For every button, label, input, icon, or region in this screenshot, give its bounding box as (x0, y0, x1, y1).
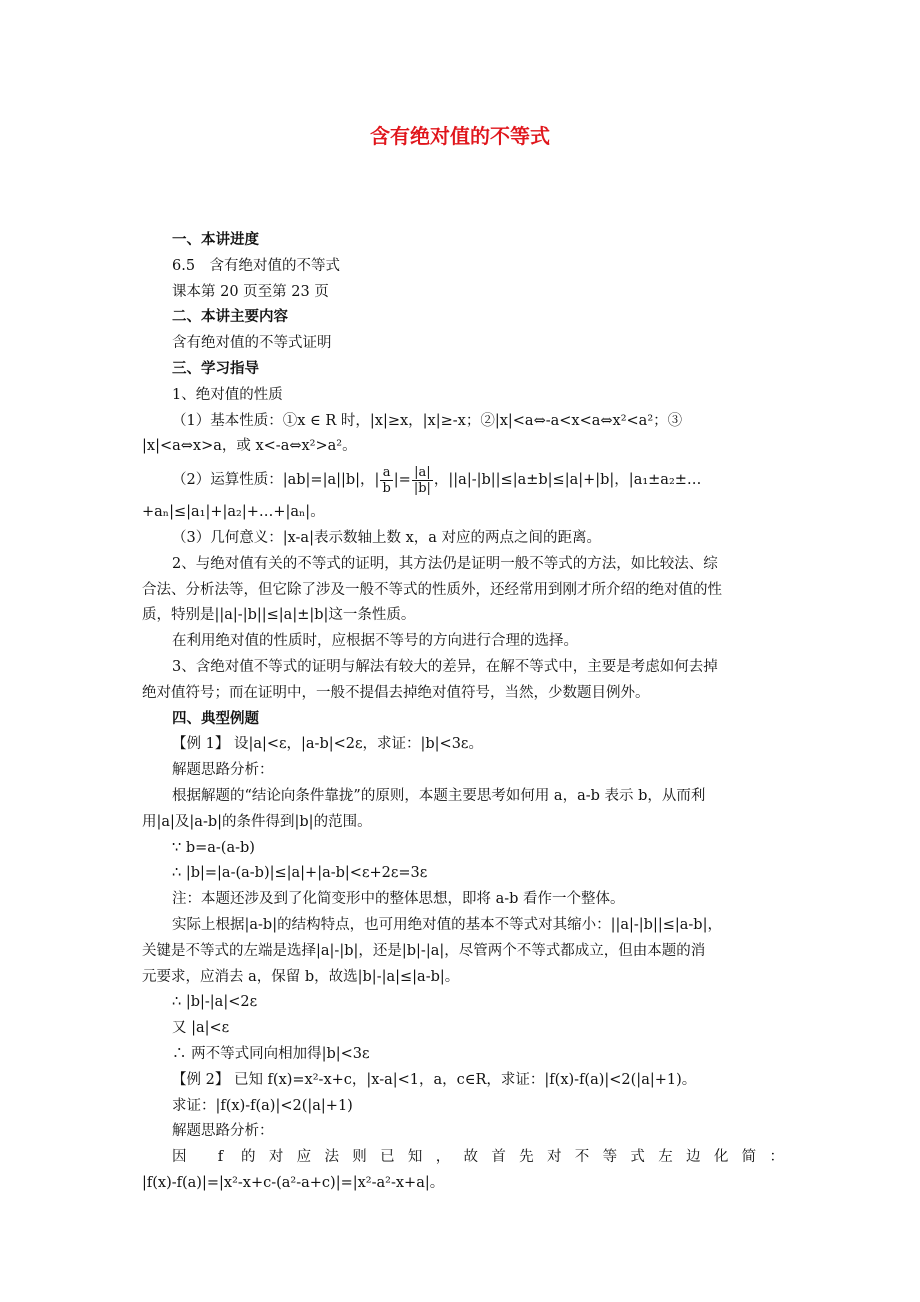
text-span: ，||a|-|b||≤|a±b|≤|a|+|b|，|a₁±a₂±… (433, 472, 702, 489)
paragraph: ∴ |b|=|a-(a-b)|≤|a|+|a-b|<ε+2ε=3ε (172, 865, 428, 882)
paragraph: 合法、分析法等，但它除了涉及一般不等式的性质外，还经常用到刚才所介绍的绝对值的性 (142, 581, 722, 598)
paragraph: |x|<a⇔x>a，或 x<-a⇔x²>a²。 (142, 438, 357, 455)
paragraph: 绝对值符号；而在证明中，一般不提倡去掉绝对值符号，当然，少数题目例外。 (142, 684, 650, 701)
paragraph: （3）几何意义：|x-a|表示数轴上数 x，a 对应的两点之间的距离。 (172, 529, 602, 546)
paragraph: 3、含绝对值不等式的证明与解法有较大的差异，在解不等式中，主要是考虑如何去掉 (172, 658, 718, 675)
paragraph: ∴ 两不等式同向相加得|b|<3ε (172, 1045, 370, 1062)
example-heading: 【例 1】 设|a|<ε，|a-b|<2ε，求证：|b|<3ε。 (172, 736, 483, 753)
paragraph-fraction (142, 460, 784, 500)
paragraph: 质，特别是||a|-|b||≤|a|±|b|这一条性质。 (142, 607, 416, 624)
fraction-denominator: |b| (413, 480, 431, 496)
paragraph: ∴ |b|-|a|<2ε (172, 994, 258, 1011)
document-body (142, 228, 784, 1197)
section-heading-4: 四、典型例题 (172, 710, 259, 727)
paragraph: 解题思路分析： (172, 762, 274, 779)
section-heading-2: 二、本讲主要内容 (172, 309, 288, 326)
paragraph: 解题思路分析： (172, 1123, 274, 1140)
paragraph: 在利用绝对值的性质时，应根据不等号的方向进行合理的选择。 (172, 633, 578, 650)
paragraph: 含有绝对值的不等式证明 (172, 335, 332, 352)
paragraph: 关键是不等式的左端是选择|a|-|b|，还是|b|-|a|，尽管两个不等式都成立，但由本题的消 (142, 942, 706, 959)
example-heading: 【例 2】 已知 f(x)=x²-x+c，|x-a|<1，a，c∈R，求证：|f(x)-f(a)|<2(|a|+1)。 (172, 1071, 697, 1088)
fraction (412, 465, 433, 496)
fraction (380, 465, 392, 496)
paragraph: 元要求，应消去 a，保留 b，故选|b|-|a|≤|a-b|。 (142, 968, 460, 985)
section-heading-1: 一、本讲进度 (172, 232, 259, 248)
paragraph: ∵ b=a-(a-b) (172, 839, 255, 856)
text-span: （2）运算性质：|ab|=|a||b|，| (172, 472, 380, 489)
paragraph: 6.5 含有绝对值的不等式 (172, 257, 341, 274)
fraction-numerator: a (380, 465, 392, 481)
section-heading-3: 三、学习指导 (172, 360, 259, 377)
paragraph: 实际上根据|a-b|的结构特点，也可用绝对值的基本不等式对其缩小：||a|-|b||≤|a-b|， (172, 916, 722, 933)
text-span: |= (393, 472, 411, 489)
paragraph: +aₙ|≤|a₁|+|a₂|+…+|aₙ|。 (142, 504, 325, 521)
paragraph: （1）基本性质：①x ∈ R 时，|x|≥x，|x|≥-x；②|x|<a⇔-a<x<a⇔x²<a²；③ (172, 412, 683, 429)
paragraph: 注：本题还涉及到了化简变形中的整体思想，即将 a-b 看作一个整体。 (172, 891, 625, 908)
paragraph: 求证：|f(x)-f(a)|<2(|a|+1) (172, 1097, 353, 1114)
paragraph: 用|a|及|a-b|的条件得到|b|的范围。 (142, 813, 372, 830)
fraction-numerator: |a| (412, 465, 433, 481)
page-title: 含有绝对值的不等式 (370, 124, 550, 148)
paragraph: 2、与绝对值有关的不等式的证明，其方法仍是证明一般不等式的方法，如比较法、综 (172, 555, 718, 572)
paragraph: 课本第 20 页至第 23 页 (172, 283, 329, 300)
paragraph: 因 f 的对应法则已知，故首先对不等式左边化简： (172, 1149, 784, 1166)
paragraph: 1、绝对值的性质 (172, 386, 283, 403)
paragraph: |f(x)-f(a)|=|x²-x+c-(a²-a+c)|=|x²-a²-x+a|。 (142, 1174, 445, 1191)
paragraph: 根据解题的“结论向条件靠拢”的原则，本题主要思考如何用 a，a-b 表示 b，从而利 (172, 787, 706, 804)
paragraph: 又 |a|<ε (172, 1020, 230, 1037)
fraction-denominator: b (382, 480, 391, 496)
